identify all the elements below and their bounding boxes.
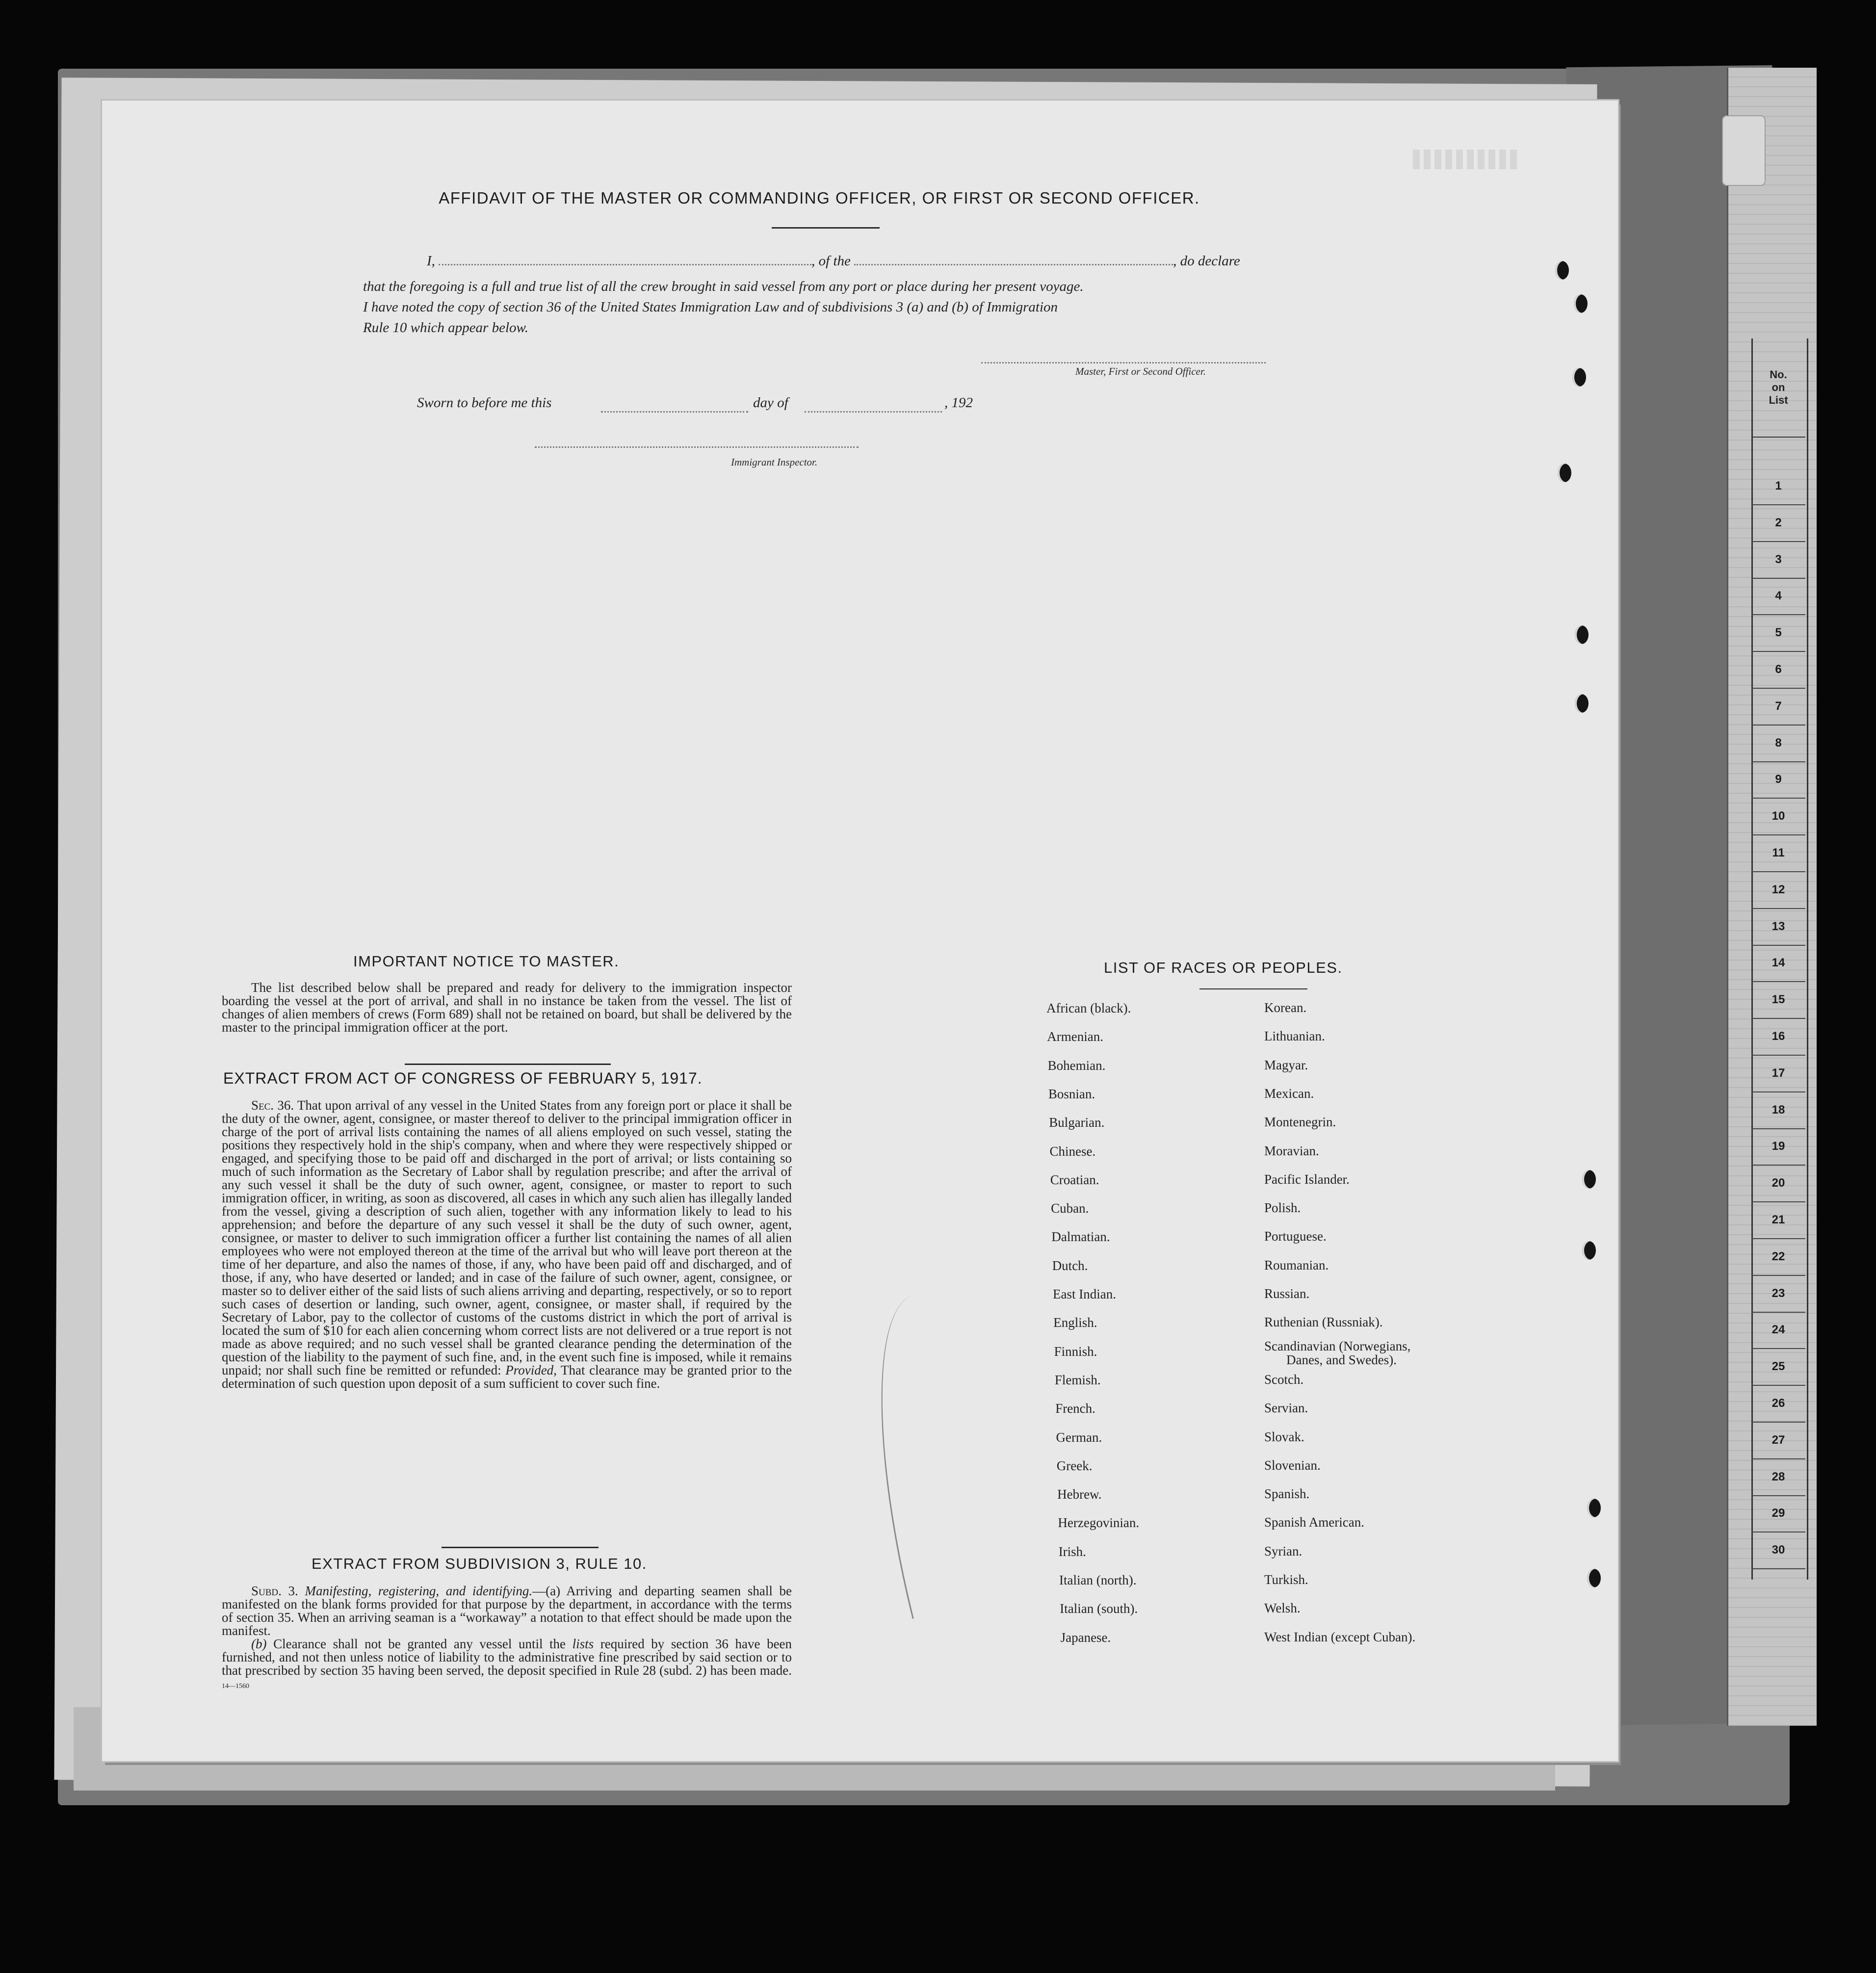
act-provided: Provided, — [505, 1363, 557, 1377]
subd-label: Subd. 3. — [251, 1584, 298, 1598]
ledger-row-number: 8 — [1751, 725, 1805, 762]
race-item: Armenian. — [1047, 1029, 1104, 1044]
race-item: Greek. — [1056, 1458, 1093, 1473]
race-item: Bohemian. — [1047, 1058, 1106, 1073]
rule-paragraph-b — [222, 1637, 792, 1693]
subd-title: Manifesting, registering, and identifying. — [305, 1584, 533, 1598]
subd-b-text-2: required by section 36 have been furnished, and not then unless notice of liability to the administrative fine prescribed by said section or to that prescribed by section 35 having been served, the deposit specified in Rule 28 (subd. 2) has been made. — [222, 1636, 792, 1678]
sworn-prefix: Sworn to before me this — [417, 395, 552, 411]
faint-bleed-text — [1413, 150, 1521, 169]
act-body-end: That clearance may be granted prior to the determination of such question upon deposit of a sum sufficient to cover such fine. — [222, 1363, 792, 1391]
subd-a-text: —(a) Arriving and departing seamen shall be manifested on the blank forms provided for that purpose by the department, in accordance with the terms of section 35. When an arriving seaman is a “workaway” a notation to that effect should be made upon the manifest. — [222, 1584, 792, 1638]
race-item: Cuban. — [1051, 1201, 1089, 1216]
race-item: Scandinavian (Norwegians, Danes, and Swedes). — [1264, 1338, 1411, 1367]
affidavit-declaration-line — [427, 253, 1240, 269]
affidavit-i: I, — [427, 253, 435, 269]
ledger-row-number: 26 — [1751, 1385, 1805, 1423]
ledger-row-number: 4 — [1751, 577, 1805, 615]
race-item: Dutch. — [1052, 1258, 1088, 1273]
affidavit-title: AFFIDAVIT OF THE MASTER OR COMMANDING OFFICER, OR FIRST OR SECOND OFFICER. — [439, 189, 1200, 207]
ledger-row-number: 16 — [1751, 1018, 1805, 1056]
ledger-row-number: 20 — [1751, 1165, 1805, 1202]
race-item: West Indian (except Cuban). — [1264, 1629, 1416, 1644]
rule-extract-title: EXTRACT FROM SUBDIVISION 3, RULE 10. — [312, 1555, 647, 1572]
race-item: Slovenian. — [1264, 1457, 1321, 1473]
punch-hole — [1582, 1170, 1596, 1189]
race-item: Dalmatian. — [1051, 1229, 1110, 1245]
race-item: Pacific Islander. — [1264, 1171, 1350, 1187]
subd-b-label: (b) — [251, 1636, 267, 1651]
race-item: Ruthenian (Russniak). — [1264, 1315, 1383, 1330]
ledger-header — [1751, 338, 1805, 438]
races-title: LIST OF RACES OR PEOPLES. — [1104, 959, 1343, 976]
notice-paragraph: The list described below shall be prepared and ready for delivery to the immigration inspector boarding the vessel at the port of arrival, and shall in no instance be taken from the vessel. The list of changes of alien members of crews (Form 689) shall not be retained on board, but shall be delivered by the master to the principal immigration officer at the port. — [222, 980, 792, 1035]
ledger-row-number: 24 — [1751, 1311, 1805, 1349]
affidavit-line-3: I have noted the copy of section 36 of the United States Immigration Law and of subdivisions 3 (a) and (b) of Immigration — [363, 299, 1058, 315]
punch-hole — [1558, 464, 1571, 482]
punch-hole — [1555, 261, 1569, 280]
race-item: Korean. — [1264, 1000, 1307, 1015]
affidavit-of-the: , of the — [811, 253, 851, 269]
ledger-row-number: 21 — [1751, 1201, 1805, 1239]
affidavit-line-4: Rule 10 which appear below. — [363, 320, 528, 336]
race-item: Bosnian. — [1048, 1086, 1095, 1101]
ledger-row-number: 17 — [1751, 1055, 1805, 1092]
divider — [442, 1547, 599, 1548]
race-item: Italian (north). — [1059, 1573, 1137, 1587]
race-item: Magyar. — [1264, 1057, 1308, 1072]
ledger-row-number: 11 — [1751, 834, 1805, 872]
divider — [772, 227, 880, 229]
race-item: Moravian. — [1264, 1143, 1319, 1158]
punch-hole — [1582, 1241, 1596, 1260]
race-item: French. — [1055, 1401, 1095, 1416]
notice-title: IMPORTANT NOTICE TO MASTER. — [353, 953, 620, 970]
race-item: English. — [1053, 1315, 1097, 1330]
race-item: Finnish. — [1054, 1344, 1097, 1359]
race-item: Syrian. — [1264, 1543, 1303, 1558]
race-item: Croatian. — [1050, 1172, 1099, 1187]
manifest-page — [102, 101, 1618, 1761]
vessel-blank[interactable] — [854, 253, 1173, 265]
inspector-label: Immigrant Inspector. — [731, 456, 818, 468]
form-code: 14—1560 — [222, 1683, 249, 1690]
race-item: Irish. — [1058, 1544, 1086, 1559]
ledger-row-number: 29 — [1751, 1495, 1805, 1532]
race-item: Portuguese. — [1264, 1229, 1327, 1244]
race-item: Servian. — [1264, 1401, 1308, 1416]
sworn-month-blank[interactable] — [805, 411, 942, 413]
race-item: Hebrew. — [1057, 1487, 1102, 1502]
race-item: Montenegrin. — [1264, 1115, 1336, 1130]
ledger-row-number: 5 — [1751, 614, 1805, 652]
divider — [405, 1064, 611, 1065]
race-item: German. — [1056, 1429, 1102, 1445]
race-item: East Indian. — [1053, 1287, 1116, 1301]
act-body: That upon arrival of any vessel in the United States from any foreign port or place it shall be the duty of the owner, agent, consignee, or master thereof to deliver to the principal immigration officer in charge of the port of arrival lists containing the names of all aliens employed on such vessel, stating the positions they respectively hold in the ship's company, when and where they were respectively shipped or engaged, and specifying those to be paid off and discharged in the port of arrival; or lists containing so much of such information as the Secretary of Labor shall by regulation prescribe; and after the arrival of any such vessel it shall be the duty of such owner, agent, consignee, or master to report to such immigration officer, in writing, as soon as discovered, all cases in which any such alien has illegally landed from the vessel, giving a description of such alien, together with any information likely to lead to his apprehension; and before the departure of any such vessel it shall be the duty of such owner, agent, consignee, or master to deliver to such immigration officer a further list containing the names of all alien employees who were not employed thereon at the time of the arrival but who will leave port thereon at the time of her departure, and also the names of those, if any, who have been paid off and discharged, and of those, if any, who have deserted or landed; and in case of the failure of such owner, agent, consignee, or master so to deliver either of the said lists of such aliens arriving and departing, respectively, or so to report such cases of desertion or landing, such owner, agent, consignee, or master shall, if required by the Secretary of Labor, pay to the collector of customs of the customs district in which the port of arrival is located the sum of $10 for each alien concerning whom correct lists are not delivered or a true report is not made as above required; and no such vessel shall be granted clearance pending the determination of the question of the liability to the payment of such fine, and, in the event such fine is imposed, while it remains unpaid; nor shall such fine be remitted or refunded: — [222, 1098, 792, 1377]
punch-hole — [1587, 1569, 1601, 1587]
act-extract-title: EXTRACT FROM ACT OF CONGRESS OF FEBRUARY 5, 1917. — [223, 1069, 703, 1087]
ledger-row-number: 2 — [1751, 504, 1805, 542]
ledger-header-text: No. on List — [1769, 368, 1788, 406]
sworn-year: , 192 — [944, 395, 973, 411]
ledger-row-number: 18 — [1751, 1091, 1805, 1129]
race-item: Mexican. — [1264, 1086, 1314, 1101]
race-item: Flemish. — [1054, 1372, 1101, 1387]
race-item: Lithuanian. — [1264, 1029, 1325, 1044]
sworn-day-blank[interactable] — [601, 411, 748, 413]
race-item: Herzegovinian. — [1058, 1515, 1140, 1531]
ledger-row-number: 14 — [1751, 944, 1805, 982]
ledger-row-number: 23 — [1751, 1275, 1805, 1313]
ledger-row-number: 6 — [1751, 651, 1805, 689]
ledger-row-number: 27 — [1751, 1422, 1805, 1459]
divider — [1199, 988, 1307, 989]
master-signature-label: Master, First or Second Officer. — [1075, 365, 1206, 377]
clip-tab — [1722, 115, 1766, 186]
race-item: Spanish. — [1264, 1486, 1310, 1502]
sec-label: Sec. 36. — [251, 1098, 294, 1113]
ledger-row-number: 9 — [1751, 761, 1805, 799]
ledger-row-number: 10 — [1751, 798, 1805, 835]
race-item: Scotch. — [1264, 1372, 1304, 1387]
ledger-row-number: 1 — [1751, 467, 1805, 505]
punch-hole — [1587, 1499, 1601, 1517]
race-item: Polish. — [1264, 1200, 1301, 1216]
punch-hole — [1575, 694, 1589, 713]
ledger-row-number: 22 — [1751, 1238, 1805, 1276]
ledger-row-number: 13 — [1751, 908, 1805, 946]
subd-b-lists: lists — [572, 1636, 594, 1651]
race-item: African (black). — [1046, 1001, 1131, 1015]
race-item: Spanish American. — [1264, 1515, 1364, 1530]
race-item: Russian. — [1264, 1286, 1310, 1301]
master-signature-line[interactable] — [981, 362, 1266, 363]
race-item: Slovak. — [1264, 1429, 1304, 1444]
act-paragraph — [222, 1099, 792, 1390]
punch-hole — [1574, 294, 1588, 313]
ledger-row-number: 12 — [1751, 871, 1805, 909]
ledger-row-number: 7 — [1751, 688, 1805, 726]
race-item: Chinese. — [1049, 1143, 1096, 1159]
subd-b-text-1: Clearance shall not be granted any vessel until the — [273, 1636, 566, 1651]
ledger-row-number: 19 — [1751, 1128, 1805, 1166]
rule-paragraph-a — [222, 1584, 792, 1637]
punch-hole — [1572, 368, 1586, 387]
race-item: Italian (south). — [1060, 1601, 1138, 1616]
race-item: Turkish. — [1264, 1572, 1308, 1587]
rule-extract-text — [222, 1584, 792, 1693]
act-extract-text — [222, 1099, 792, 1390]
affidavit-line-2: that the foregoing is a full and true list of all the crew brought in said vessel from any port or place during her present voyage. — [363, 279, 1084, 294]
ledger-row-number: 30 — [1751, 1532, 1805, 1569]
race-item: Japanese. — [1060, 1630, 1111, 1645]
sworn-day-of: day of — [753, 395, 788, 411]
notice-text — [222, 981, 792, 1034]
race-item: Bulgarian. — [1049, 1115, 1105, 1130]
punch-hole — [1575, 625, 1589, 644]
ledger-row-number: 25 — [1751, 1348, 1805, 1386]
affidavit-do-declare: , do declare — [1173, 253, 1240, 269]
ledger-row-number: 28 — [1751, 1458, 1805, 1496]
ledger-row-number: 3 — [1751, 541, 1805, 579]
inspector-signature-line[interactable] — [535, 446, 859, 448]
name-blank[interactable] — [439, 253, 811, 265]
race-item: Roumanian. — [1264, 1257, 1329, 1272]
ledger-row-number: 15 — [1751, 981, 1805, 1019]
race-item: Welsh. — [1264, 1601, 1301, 1616]
